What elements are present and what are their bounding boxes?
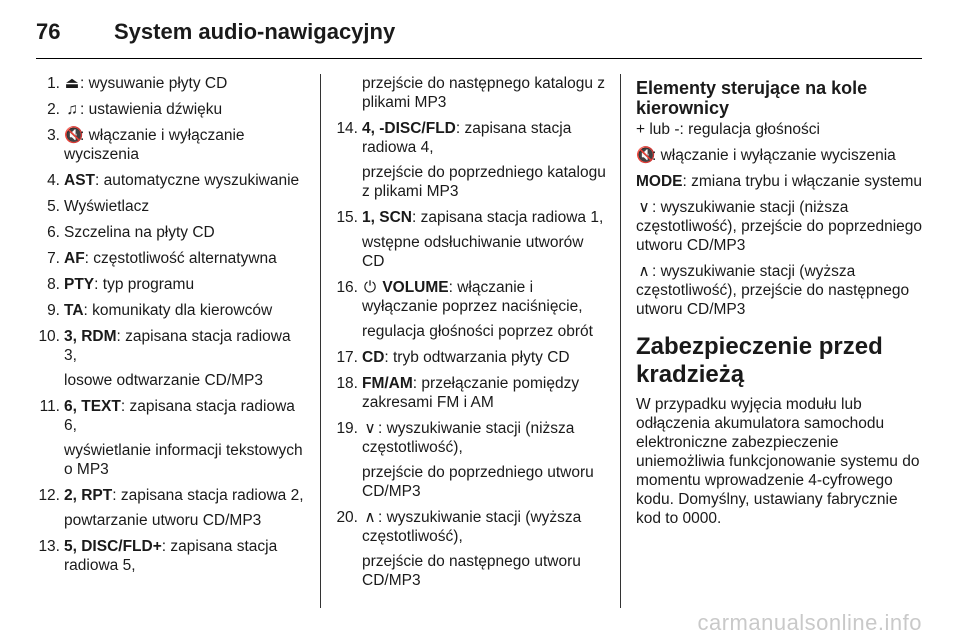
eject-icon: ⏏ bbox=[64, 75, 80, 92]
item-text: Szczelina na płyty CD bbox=[64, 224, 215, 241]
control-label: 3, RDM bbox=[64, 328, 117, 345]
steering-control-item bbox=[636, 262, 926, 319]
item-detail: wyświetlanie informacji tekstowych o MP3 bbox=[64, 442, 303, 478]
list-item bbox=[36, 171, 306, 190]
item-number: 1. bbox=[47, 75, 60, 92]
item-text: : zapisana stacja radiowa 2, bbox=[112, 487, 304, 504]
item-number: 3. bbox=[47, 127, 60, 144]
list-item bbox=[334, 119, 610, 201]
list-item bbox=[36, 223, 306, 242]
column-divider bbox=[620, 74, 621, 608]
mute-speaker-icon: 🔇 bbox=[636, 147, 656, 164]
steering-control-item bbox=[636, 120, 926, 139]
item-detail: przejście do poprzedniego utworu CD/MP3 bbox=[362, 464, 594, 500]
item-number: 11. bbox=[39, 398, 60, 415]
list-item bbox=[36, 327, 306, 390]
anti-theft-body: W przypadku wyjęcia modułu lub odłączenia akumulatora samochodu elektroniczne zabezpieczenie uniemożliwia funkcjonowanie systemu do momentu wprowadzenie 4-cyfrowego kodu. Domyślny, ustawiany fabrycznie kod to 0000. bbox=[636, 396, 920, 527]
item-text: : zmiana trybu i włączanie systemu bbox=[682, 173, 922, 190]
item-text: : przełączanie pomiędzy zakresami FM i AM bbox=[362, 375, 580, 411]
item-number: 20. bbox=[336, 509, 358, 526]
list-item-continuation: przejście do następnego katalogu z plikami MP3 bbox=[362, 75, 605, 111]
page-number: 76 bbox=[36, 19, 61, 44]
item-detail: przejście do poprzedniego katalogu z plikami MP3 bbox=[362, 164, 606, 200]
item-text: : częstotliwość alternatywna bbox=[84, 250, 277, 267]
item-text: : typ programu bbox=[94, 276, 195, 293]
item-number: 8. bbox=[47, 276, 60, 293]
list-item bbox=[334, 278, 610, 341]
controls-list-1 bbox=[36, 74, 306, 575]
item-text: : wyszukiwanie stacji (niższa częstotliwość), bbox=[362, 420, 575, 456]
item-text: : automatyczne wyszukiwanie bbox=[95, 172, 300, 189]
music-note-icon: ♫ bbox=[66, 101, 78, 118]
page-header bbox=[36, 14, 395, 50]
item-number: 12. bbox=[38, 487, 60, 504]
item-number: 16. bbox=[336, 279, 358, 296]
item-detail: regulacja głośności poprzez obrót bbox=[362, 323, 593, 340]
item-text: : komunikaty dla kierowców bbox=[83, 302, 273, 319]
item-text: : wyszukiwanie stacji (wyższa częstotliwość), bbox=[362, 509, 582, 545]
column-3 bbox=[636, 74, 926, 535]
control-label: 2, RPT bbox=[64, 487, 113, 504]
item-detail: przejście do następnego utworu CD/MP3 bbox=[362, 553, 581, 589]
item-text: : włączanie i wyłączanie wyciszenia bbox=[652, 147, 896, 164]
control-label: 1, SCN bbox=[362, 209, 412, 226]
control-label: VOLUME bbox=[382, 279, 449, 296]
control-label: 4, -DISC/FLD bbox=[362, 120, 456, 137]
item-text: : tryb odtwarzania płyty CD bbox=[384, 349, 570, 366]
list-item bbox=[36, 100, 306, 119]
item-detail: wstępne odsłuchiwanie utworów CD bbox=[362, 234, 584, 270]
section-heading-steering-wheel: Elementy sterujące na kole kierownicy bbox=[636, 78, 868, 118]
column-divider bbox=[320, 74, 321, 608]
control-label: AF bbox=[64, 250, 85, 267]
item-number: 6. bbox=[47, 224, 60, 241]
steering-control-item bbox=[636, 146, 926, 165]
item-number: 7. bbox=[47, 250, 60, 267]
mute-speaker-icon: 🔇 bbox=[64, 127, 84, 144]
list-item bbox=[36, 486, 306, 530]
control-label: 6, TEXT bbox=[64, 398, 121, 415]
list-item bbox=[36, 397, 306, 479]
steering-control-item bbox=[636, 172, 926, 191]
item-number: 9. bbox=[47, 302, 60, 319]
item-detail: losowe odtwarzanie CD/MP3 bbox=[64, 372, 264, 389]
chevron-up-icon: ∧ bbox=[364, 509, 376, 526]
item-number: 2. bbox=[47, 101, 60, 118]
item-text: Wyświetlacz bbox=[64, 198, 150, 215]
watermark: carmanualsonline.info bbox=[697, 610, 922, 635]
control-label: FM/AM bbox=[362, 375, 413, 392]
item-number: 15. bbox=[336, 209, 358, 226]
item-detail: powtarzanie utworu CD/MP3 bbox=[64, 512, 262, 529]
item-number: 17. bbox=[336, 349, 358, 366]
page-title: System audio-nawigacyjny bbox=[114, 19, 396, 44]
list-item bbox=[36, 537, 306, 575]
item-number: 14. bbox=[336, 120, 358, 137]
item-number: 13. bbox=[38, 538, 60, 555]
column-1 bbox=[36, 74, 306, 582]
control-label: MODE bbox=[636, 173, 683, 190]
steering-control-item bbox=[636, 198, 926, 255]
item-text: : wyszukiwanie stacji (wyższa częstotliwość), przejście do następnego utworu CD/MP3 bbox=[636, 263, 910, 318]
list-item bbox=[36, 126, 306, 164]
list-item bbox=[334, 419, 610, 501]
item-number: 4. bbox=[47, 172, 60, 189]
item-text: : zapisana stacja radiowa 6, bbox=[64, 398, 295, 434]
chevron-down-icon: ∨ bbox=[364, 420, 376, 437]
item-text: : zapisana stacja radiowa 4, bbox=[362, 120, 572, 156]
item-text: : zapisana stacja radiowa 3, bbox=[64, 328, 291, 364]
control-label: PTY bbox=[64, 276, 95, 293]
column-2 bbox=[334, 74, 610, 597]
controls-list-2 bbox=[334, 119, 610, 590]
item-text: : włączanie i wyłączanie poprzez naciśnięcie, bbox=[362, 279, 583, 315]
list-item bbox=[334, 508, 610, 590]
item-text: : zapisana stacja radiowa 5, bbox=[64, 538, 278, 574]
item-number: 5. bbox=[47, 198, 60, 215]
list-item bbox=[36, 275, 306, 294]
item-text: : wyszukiwanie stacji (niższa częstotliwość), przejście do poprzedniego utworu CD/MP3 bbox=[636, 199, 923, 254]
control-label: 5, DISC/FLD+ bbox=[64, 538, 162, 555]
item-text: : wysuwanie płyty CD bbox=[80, 75, 228, 92]
list-item bbox=[36, 249, 306, 268]
item-number: 18. bbox=[336, 375, 358, 392]
item-text: + lub -: regulacja głośności bbox=[636, 121, 820, 138]
list-item bbox=[334, 208, 610, 271]
item-number: 10. bbox=[38, 328, 60, 345]
section-heading-anti-theft: Zabezpieczenie przed kradzieżą bbox=[636, 333, 883, 388]
chevron-up-icon: ∧ bbox=[638, 263, 650, 280]
control-label: TA bbox=[64, 302, 84, 319]
list-item bbox=[36, 301, 306, 320]
power-icon: ⏻ bbox=[363, 279, 377, 296]
header-rule bbox=[36, 58, 922, 59]
list-item bbox=[334, 348, 610, 367]
item-text: : zapisana stacja radiowa 1, bbox=[411, 209, 604, 226]
steering-wheel-controls bbox=[636, 120, 926, 319]
chevron-down-icon: ∨ bbox=[638, 199, 650, 216]
list-item bbox=[334, 374, 610, 412]
control-label: CD bbox=[362, 349, 385, 366]
item-text: : włączanie i wyłączanie wyciszenia bbox=[64, 127, 245, 163]
list-item bbox=[36, 74, 306, 93]
list-item bbox=[36, 197, 306, 216]
control-label: AST bbox=[64, 172, 95, 189]
item-text: : ustawienia dźwięku bbox=[80, 101, 223, 118]
item-number: 19. bbox=[336, 420, 358, 437]
